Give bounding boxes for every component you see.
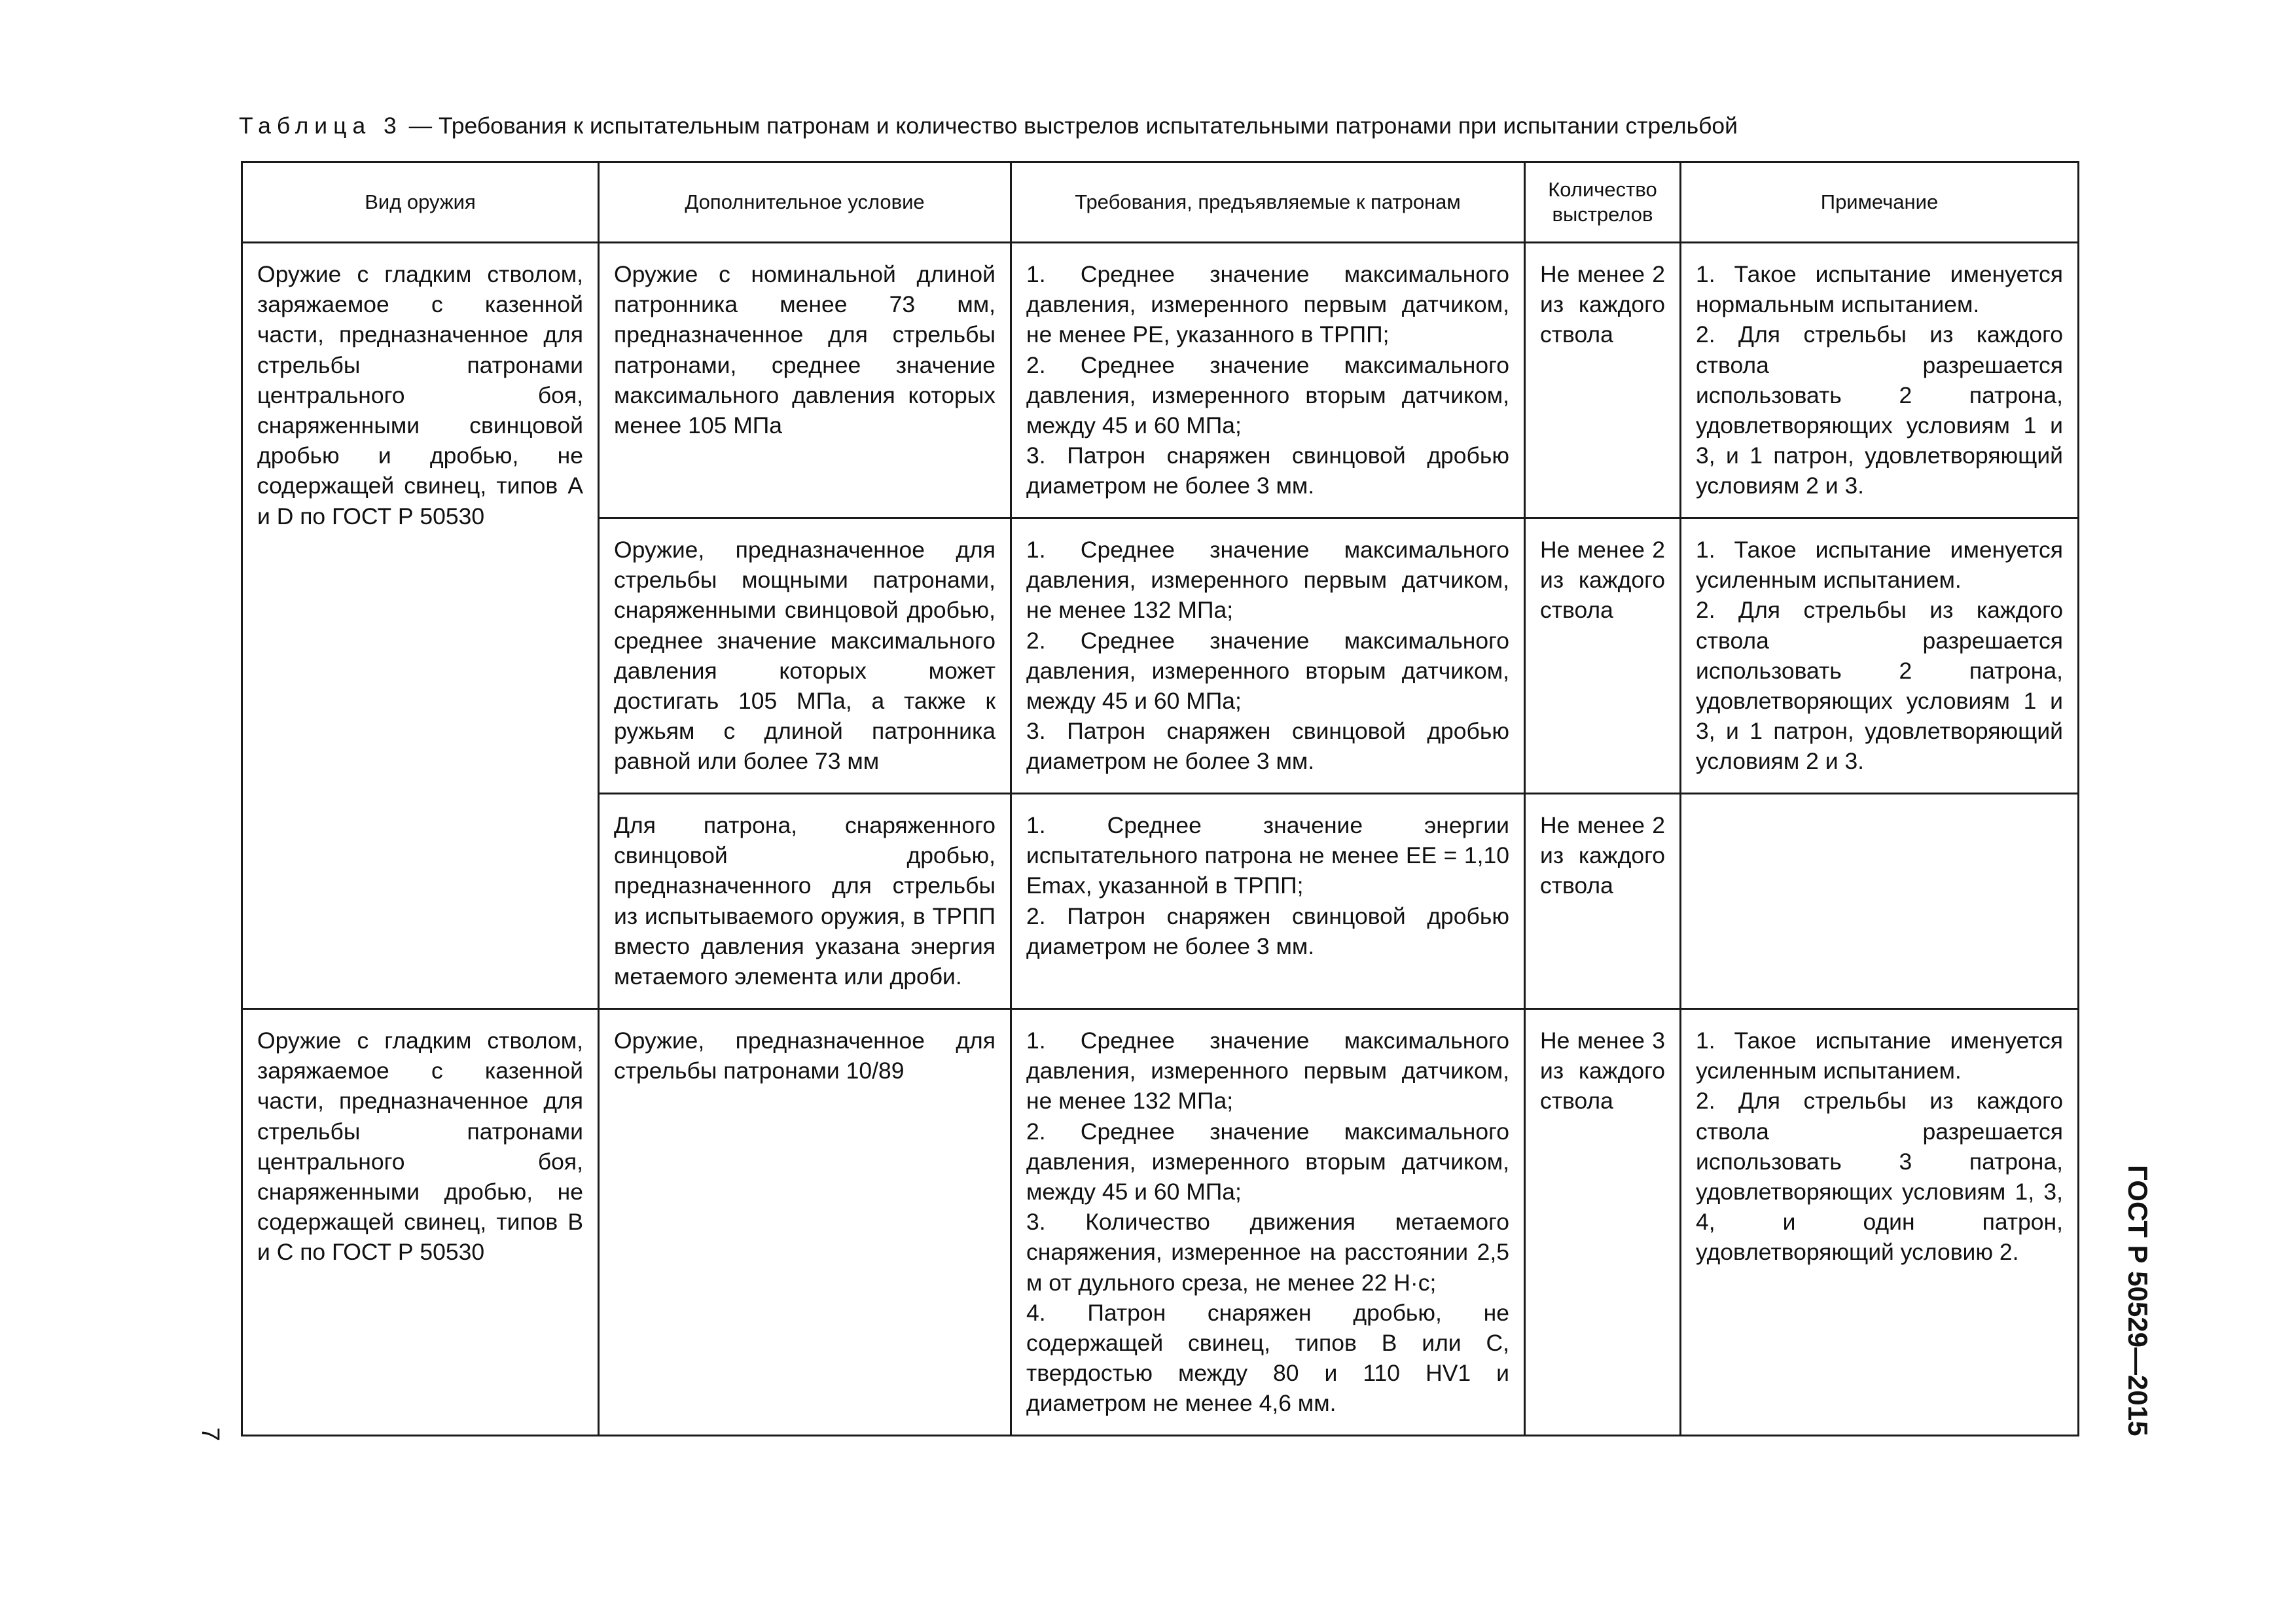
- shots-cell: Не менее 3 из каждого ствола: [1525, 1009, 1681, 1436]
- header-condition: Дополнительное условие: [599, 162, 1011, 243]
- note-item: 1. Такое испытание именуется усиленным испытанием.: [1696, 1027, 2063, 1084]
- requirement-item: 1. Среднее значение максимального давления, измеренного первым датчиком, не менее PE, указанного в ТРПП;: [1026, 261, 1509, 348]
- condition-cell: Оружие, предназначенное для стрельбы патронами 10/89: [599, 1009, 1011, 1436]
- notes-cell: [1681, 243, 2079, 518]
- requirement-item: 3. Количество движения метаемого снаряжения, измеренное на расстоянии 2,5 м от дульного среза, не менее 22 Н·с;: [1026, 1209, 1509, 1296]
- requirement-item: 2. Патрон снаряжен свинцовой дробью диаметром не более 3 мм.: [1026, 902, 1509, 959]
- notes-cell: [1681, 1009, 2079, 1436]
- caption-label: Таблица 3: [239, 113, 403, 139]
- condition-cell: Оружие, предназначенное для стрельбы мощными патронами, снаряженными свинцовой дробью, среднее значение максимального давления которых может достигать 105 МПа, а также к ружьям с длиной патронника равной или более 73 мм: [599, 518, 1011, 794]
- requirement-item: 3. Патрон снаряжен свинцовой дробью диаметром не более 3 мм.: [1026, 718, 1509, 775]
- note-item: 1. Такое испытание именуется усиленным испытанием.: [1696, 537, 2063, 594]
- requirements-cell: [1011, 243, 1525, 518]
- requirement-item: 2. Среднее значение максимального давления, измеренного вторым датчиком, между 45 и 60 МПа;: [1026, 627, 1509, 715]
- header-requirements: Требования, предъявляемые к патронам: [1011, 162, 1525, 243]
- requirement-item: 1. Среднее значение энергии испытательного патрона не менее EE = 1,10 Emax, указанной в ТРПП;: [1026, 812, 1509, 899]
- weapon-type-cell: Оружие с гладким стволом, заряжаемое с казенной части, предназначенное для стрельбы патронами центрального боя, снаряженными дробью, не содержащей свинец, типов B и C по ГОСТ Р 50530: [242, 1009, 599, 1436]
- shots-cell: Не менее 2 из каждого ствола: [1525, 794, 1681, 1009]
- note-item: 2. Для стрельбы из каждого ствола разрешается использовать 2 патрона, удовлетворяющих условиям 1 и 3, и 1 патрон, удовлетворяющий условиям 2 и 3.: [1696, 321, 2063, 499]
- header-notes: Примечание: [1681, 162, 2079, 243]
- requirements-table: [241, 161, 2079, 1436]
- caption-text: — Требования к испытательным патронам и количество выстрелов испытательными патронами при испытании стрельбой: [402, 113, 1738, 139]
- table-row: [242, 1009, 2079, 1436]
- notes-cell-empty: [1681, 794, 2079, 1009]
- shots-cell: Не менее 2 из каждого ствола: [1525, 518, 1681, 794]
- note-item: 2. Для стрельбы из каждого ствола разрешается использовать 3 патрона, удовлетворяющих условиям 1, 3, 4, и один патрон, удовлетворяющий условию 2.: [1696, 1088, 2063, 1266]
- table-row: [242, 243, 2079, 518]
- requirement-item: 4. Патрон снаряжен дробью, не содержащей свинец, типов B или C, твердостью между 80 и 110 HV1 и диаметром не менее 4,6 мм.: [1026, 1299, 1509, 1417]
- requirement-item: 1. Среднее значение максимального давления, измеренного первым датчиком, не менее 132 МПа;: [1026, 1027, 1509, 1115]
- requirements-cell: [1011, 794, 1525, 1009]
- requirements-cell: [1011, 1009, 1525, 1436]
- requirement-item: 1. Среднее значение максимального давления, измеренного первым датчиком, не менее 132 МПа;: [1026, 537, 1509, 624]
- shots-cell: Не менее 2 из каждого ствола: [1525, 243, 1681, 518]
- table-caption: [239, 110, 2072, 141]
- header-weapon-type: Вид оружия: [242, 162, 599, 243]
- requirement-item: 2. Среднее значение максимального давления, измеренного вторым датчиком, между 45 и 60 МПа;: [1026, 351, 1509, 439]
- header-row: [242, 162, 2079, 243]
- requirement-item: 3. Патрон снаряжен свинцовой дробью диаметром не более 3 мм.: [1026, 442, 1509, 499]
- document-standard-title: ГОСТ Р 50529—2015: [2123, 1165, 2153, 1436]
- page-number: 7: [196, 1427, 224, 1442]
- requirements-cell: [1011, 518, 1525, 794]
- note-item: 1. Такое испытание именуется нормальным испытанием.: [1696, 261, 2063, 318]
- header-shots: Количество выстрелов: [1525, 162, 1681, 243]
- condition-cell: Для патрона, снаряженного свинцовой дробью, предназначенного для стрельбы из испытываемого оружия, в ТРПП вместо давления указана энергия метаемого элемента или дроби.: [599, 794, 1011, 1009]
- note-item: 2. Для стрельбы из каждого ствола разрешается использовать 2 патрона, удовлетворяющих условиям 1 и 3, и 1 патрон, удовлетворяющий условиям 2 и 3.: [1696, 597, 2063, 775]
- weapon-type-cell: Оружие с гладким стволом, заряжаемое с казенной части, предназначенное для стрельбы патронами центрального боя, снаряженными свинцовой дробью и дробью, не содержащей свинец, типов A и D по ГОСТ Р 50530: [242, 243, 599, 1009]
- notes-cell: [1681, 518, 2079, 794]
- condition-cell: Оружие с номинальной длиной патронника менее 73 мм, предназначенное для стрельбы патронами, среднее значение максимального давления которых менее 105 МПа: [599, 243, 1011, 518]
- requirement-item: 2. Среднее значение максимального давления, измеренного вторым датчиком, между 45 и 60 МПа;: [1026, 1118, 1509, 1205]
